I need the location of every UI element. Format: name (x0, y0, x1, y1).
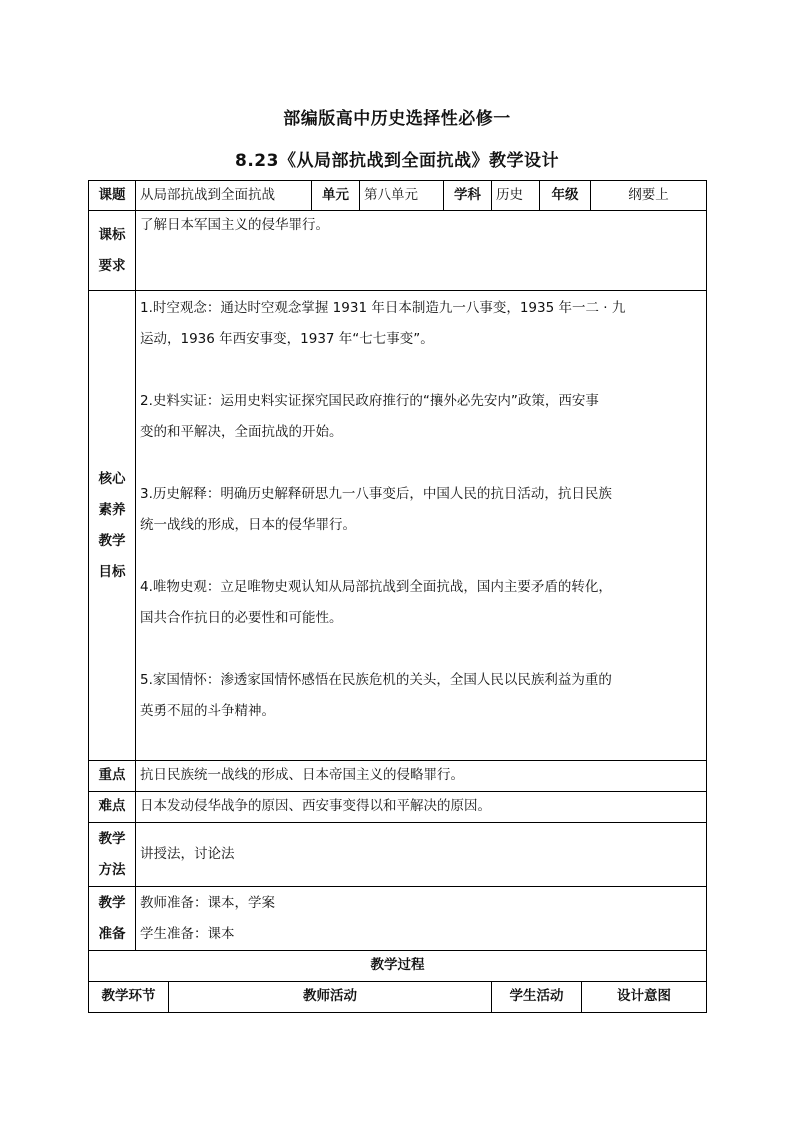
preparation-label-line2: 准备 (98, 925, 126, 942)
document-title: 部编版高中历史选择性必修一 (283, 109, 511, 129)
goal-1-line2: 运动，1936 年西安事变，1937 年“七七事变”。 (140, 331, 434, 347)
process-title: 教学过程 (89, 951, 707, 982)
literacy-row (89, 291, 707, 761)
literacy-label-line2: 素养 (98, 501, 126, 518)
goal-2-line1: 2.史料实证：运用史料实证探究国民政府推行的“攘外必先安内”政策，西安事 (140, 393, 599, 409)
unit-label: 单元 (312, 181, 360, 211)
literacy-label (89, 291, 136, 761)
info-row (89, 181, 707, 211)
topic-value: 从局部抗战到全面抗战 (136, 181, 312, 211)
goal-5-line1: 5.家国情怀：渗透家国情怀感悟在民族危机的关头，全国人民以民族利益为重的 (140, 672, 612, 688)
col-teacher-activity: 教师活动 (169, 982, 492, 1013)
goal-3-line1: 3.历史解释：明确历史解释研思九一八事变后，中国人民的抗日活动，抗日民族 (140, 486, 612, 502)
standard-row (89, 211, 707, 291)
preparation-text (136, 887, 707, 951)
literacy-goals (136, 291, 707, 761)
col-design-intent: 设计意图 (582, 982, 707, 1013)
preparation-row (89, 887, 707, 951)
document-subtitle: 8.23《从局部抗战到全面抗战》教学设计 (235, 151, 559, 171)
col-teaching-stage: 教学环节 (89, 982, 169, 1013)
subject-value: 历史 (492, 181, 540, 211)
standard-label (89, 211, 136, 291)
preparation-label-line1: 教学 (98, 894, 126, 911)
standard-text (136, 211, 707, 291)
student-preparation: 学生准备：课本 (140, 925, 235, 942)
key-point-text: 抗日民族统一战线的形成、日本帝国主义的侵略罪行。 (136, 761, 707, 792)
key-point-label: 重点 (89, 761, 136, 792)
standard-label-line2: 要求 (98, 257, 126, 274)
process-header-row (89, 982, 707, 1013)
goal-1-line1: 1.时空观念：通达时空观念掌握 1931 年日本制造九一八事变，1935 年一二 · 九 (140, 300, 626, 316)
difficulty-label: 难点 (89, 792, 136, 823)
difficulty-row (89, 792, 707, 823)
difficulty-text: 日本发动侵华战争的原因、西安事变得以和平解决的原因。 (136, 792, 707, 823)
goal-5-line2: 英勇不屈的斗争精神。 (140, 703, 275, 719)
unit-value: 第八单元 (360, 181, 444, 211)
goal-3-line2: 统一战线的形成，日本的侵华罪行。 (140, 517, 356, 533)
goal-4-line2: 国共合作抗日的必要性和可能性。 (140, 610, 343, 626)
goal-2-line2: 变的和平解决，全面抗战的开始。 (140, 424, 343, 440)
teacher-preparation: 教师准备：课本，学案 (140, 894, 275, 911)
goal-4-line1: 4.唯物史观：立足唯物史观认知从局部抗战到全面抗战，国内主要矛盾的转化， (140, 579, 612, 595)
method-row (89, 823, 707, 887)
preparation-label (89, 887, 136, 951)
standard-text-line: 了解日本军国主义的侵华罪行。 (140, 217, 329, 233)
literacy-label-line3: 教学 (98, 532, 126, 549)
grade-label: 年级 (540, 181, 591, 211)
method-label-line1: 教学 (98, 830, 126, 847)
method-label (89, 823, 136, 887)
lesson-plan-table (88, 180, 707, 1013)
grade-value: 纲要上 (591, 181, 707, 211)
col-student-activity: 学生活动 (492, 982, 582, 1013)
process-title-row (89, 951, 707, 982)
literacy-label-line1: 核心 (98, 470, 126, 487)
topic-label: 课题 (89, 181, 136, 211)
method-label-line2: 方法 (98, 861, 126, 878)
literacy-label-line4: 目标 (98, 563, 126, 580)
method-text: 讲授法，讨论法 (136, 823, 707, 887)
standard-label-line1: 课标 (98, 226, 126, 243)
key-point-row (89, 761, 707, 792)
subject-label: 学科 (444, 181, 492, 211)
